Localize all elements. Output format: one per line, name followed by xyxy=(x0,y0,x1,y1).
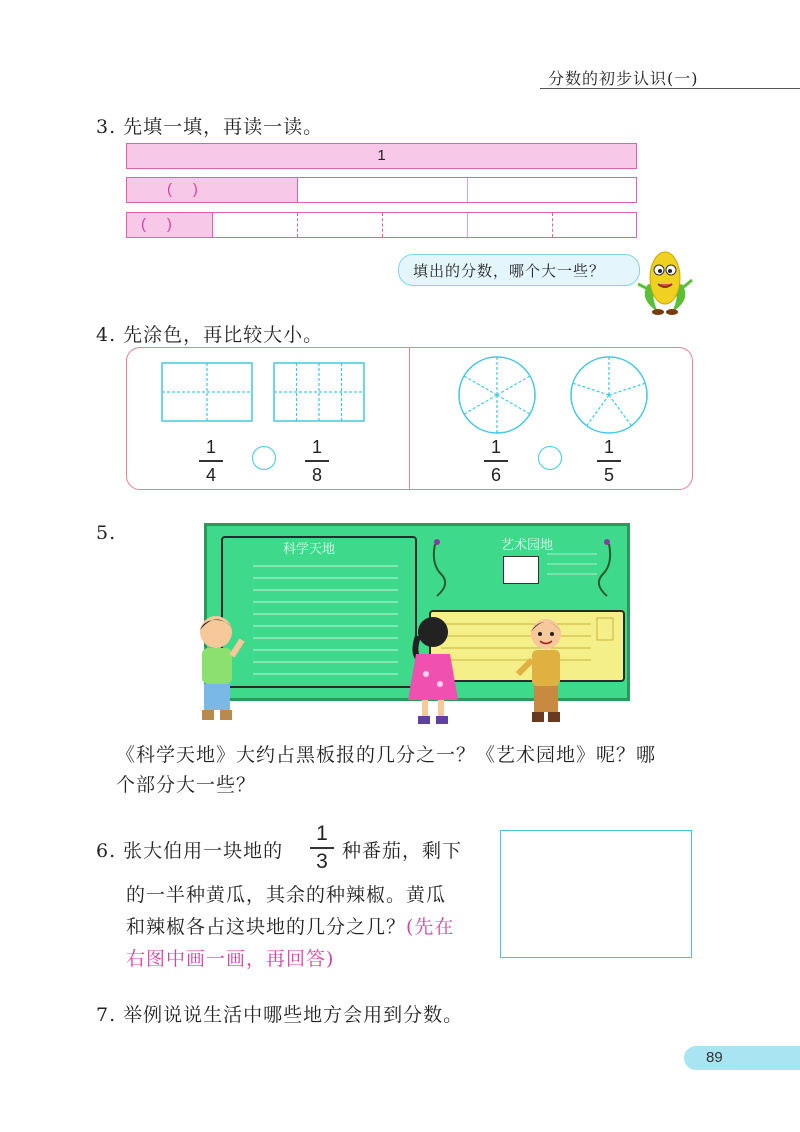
board-science-lines xyxy=(223,558,413,682)
speech-bubble xyxy=(398,254,640,286)
speech-bubble-text: 填出的分数，哪个大一些？ xyxy=(413,262,606,280)
bar-sixths-sep xyxy=(467,213,468,237)
header-divider xyxy=(540,88,800,89)
fraction-1-3 xyxy=(304,822,340,874)
q6-line3-text: 和辣椒各占这块地的几分之几？ xyxy=(126,916,407,938)
fraction-numerator: 1 xyxy=(316,822,328,845)
q6-hint-start: (先在 xyxy=(406,916,455,938)
bar-thirds-shaded xyxy=(127,178,297,202)
fraction-numerator: 1 xyxy=(490,437,501,457)
chapter-title: 分数的初步认识(一) xyxy=(548,69,699,88)
compare-circle-right[interactable] xyxy=(538,446,562,470)
fraction-denominator: 6 xyxy=(490,464,501,485)
fraction-bar xyxy=(484,460,508,462)
bar-thirds xyxy=(126,177,637,203)
fraction-1-6 xyxy=(476,436,516,486)
boy-left-icon xyxy=(190,612,250,728)
board-art-title: 艺术园地 xyxy=(501,538,554,553)
girl-icon xyxy=(398,614,468,728)
fraction-1-5 xyxy=(589,436,629,486)
compare-circle-left[interactable] xyxy=(252,446,276,470)
page-number-tab xyxy=(684,1046,800,1070)
fraction-bar xyxy=(199,460,223,462)
board-section-science xyxy=(221,536,417,688)
bar-thirds-sep xyxy=(297,178,298,202)
q7-prompt: 7. 举例说说生活中哪些地方会用到分数。 xyxy=(96,1004,464,1026)
q6-line3 xyxy=(126,912,454,939)
bar-sixths-blank[interactable]: ( ) xyxy=(141,216,172,233)
bar-sixths-sep xyxy=(297,213,298,237)
fraction-1-4 xyxy=(191,436,231,486)
q6-line2: 的一半种黄瓜，其余的种辣椒。黄瓜 xyxy=(126,884,447,906)
fraction-1-8 xyxy=(297,436,337,486)
bar-sixths-sep xyxy=(382,213,383,237)
bar-sixths-sep xyxy=(212,213,213,237)
board-section-art xyxy=(427,534,617,604)
drawing-box[interactable] xyxy=(500,830,692,958)
bar-thirds-sep xyxy=(467,178,468,202)
bar-sixths-sep xyxy=(552,213,553,237)
fraction-numerator: 1 xyxy=(205,437,216,457)
q3-prompt: 3. 先填一填，再读一读。 xyxy=(96,116,324,138)
fraction-bar xyxy=(597,460,621,462)
q6-line1-a: 6. 张大伯用一块地的 xyxy=(96,840,284,862)
board-science-title: 科学天地 xyxy=(283,542,336,557)
bar-whole xyxy=(126,143,637,169)
bar-thirds-blank[interactable]: ( ) xyxy=(167,181,198,198)
q4-panel-divider xyxy=(409,348,410,489)
q4-prompt: 4. 先涂色，再比较大小。 xyxy=(96,324,324,346)
vine-decoration-icon xyxy=(427,534,617,604)
boy-right-icon xyxy=(514,616,578,728)
fraction-denominator: 4 xyxy=(205,464,216,485)
fraction-bar xyxy=(310,847,334,849)
fraction-denominator: 3 xyxy=(316,849,328,873)
bar-sixths xyxy=(126,212,637,238)
q5-line1: 《科学天地》大约占黑板报的几分之一？《艺术园地》呢？哪 xyxy=(116,744,657,766)
q5-line2: 个部分大一些？ xyxy=(116,774,257,796)
q5-number: 5. xyxy=(96,522,117,544)
corn-mascot-icon xyxy=(628,244,700,316)
bar-whole-label: 1 xyxy=(377,147,386,164)
fraction-bar xyxy=(305,460,329,462)
circle-sixths[interactable] xyxy=(457,355,537,435)
fraction-numerator: 1 xyxy=(311,437,322,457)
rect-eighths[interactable] xyxy=(273,362,365,422)
q6-line1-b: 种番茄，剩下 xyxy=(342,840,463,862)
rect-quarters[interactable] xyxy=(161,362,253,422)
fraction-numerator: 1 xyxy=(603,437,614,457)
circle-fifths[interactable] xyxy=(569,355,649,435)
page-number: 89 xyxy=(706,1049,723,1066)
q6-hint-end: 右图中画一画，再回答) xyxy=(126,948,335,970)
fraction-denominator: 8 xyxy=(311,464,322,485)
fraction-denominator: 5 xyxy=(603,464,614,485)
